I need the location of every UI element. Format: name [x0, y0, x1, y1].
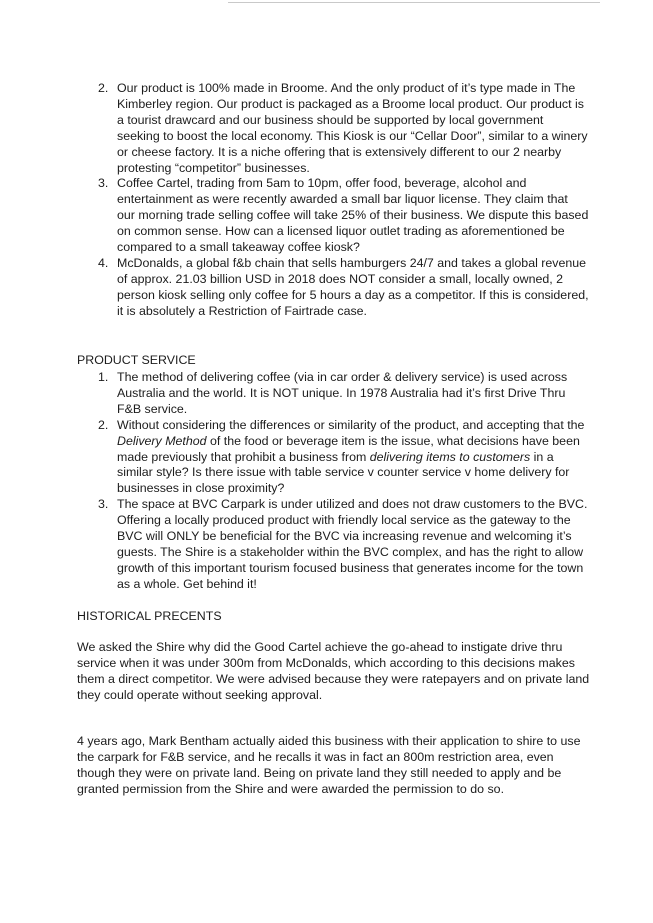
historical-paragraph-2: 4 years ago, Mark Bentham actually aided this business with their application to shire to use the carpark for F&B service, and he recalls it was in fact an 800m restriction area, even though they were on private land. Being on private land they still needed to apply and be granted permission from the Shire and were awarded the permission to do so. — [77, 734, 581, 796]
list-text: McDonalds, a global f&b chain that sells hamburgers 24/7 and takes a global revenue of approx. 21.03 billion USD in 2018 does NOT consider a small, locally owned, 2 person kiosk selling only coffee for 5 hours a day as a competitor. If this is considered, it is absolutely a Restriction of Fairtrade case. — [117, 255, 589, 318]
list-text: Our product is 100% made in Broome. And the only product of it’s type made in The Kimberley region. Our product is packaged as a Broome local product. Our product is a tourist drawcard and our business should be supported by local government seeking to boost the local economy. This Kiosk is our “Cellar Door”, similar to a winery or cheese factory. It is a niche offering that is extensively different to our 2 nearby protesting “competitor” businesses. — [117, 81, 588, 175]
list-item — [0, 176, 653, 256]
objection-points-list — [0, 81, 653, 320]
list-text: Coffee Cartel, trading from 5am to 10pm, offer food, beverage, alcohol and entertainment as were recently awarded a small bar liquor license. They claim that our morning trade selling coffee will take 25% of their business. We dispute this based on common sense. How can a licensed liquor outlet trading as aforementioned be compared to a small takeaway coffee kiosk? — [117, 176, 589, 255]
section-heading-historical: HISTORICAL PRECENTS — [77, 609, 222, 623]
list-number: 3. — [98, 176, 109, 191]
list-item — [0, 418, 653, 498]
italic-phrase: Delivery Method — [117, 433, 207, 448]
list-number: 2. — [98, 417, 109, 432]
list-number: 3. — [98, 497, 109, 512]
list-text-part: of the food or beverage item is the issue, what decisions have been made previously that prohibit a business from — [117, 433, 580, 464]
list-text: The method of delivering coffee (via in car order & delivery service) is used across Australia and the world. It is NOT unique. In 1978 Australia had it’s first Drive Thru F&B service. — [117, 370, 568, 416]
historical-paragraph-1: We asked the Shire why did the Good Cartel achieve the go-ahead to instigate drive thru service when it was under 300m from McDonalds, which according to this decisions makes them a direct competitor. We were advised because they were ratepayers and on private land they could operate without seeking approval. — [77, 640, 590, 702]
italic-phrase: delivering items to customers — [369, 449, 531, 464]
section-heading-product-service: PRODUCT SERVICE — [77, 353, 196, 367]
list-text-part: Without considering the differences or similarity of the product, and accepting that the — [117, 417, 585, 432]
list-item — [0, 370, 653, 418]
list-number: 4. — [98, 255, 109, 270]
list-item — [0, 81, 653, 176]
list-item — [0, 497, 653, 592]
list-text-part: in a similar style? Is there issue with table service v counter service v home delivery for businesses in close proximity? — [117, 449, 570, 496]
list-item — [0, 256, 653, 320]
list-number: 2. — [98, 81, 109, 95]
product-service-list — [0, 370, 653, 593]
list-text: The space at BVC Carpark is under utilized and does not draw customers to the BVC. Offering a locally produced product with friendly local service as the gateway to the BVC will ONLY be beneficial for the BVC via increasing revenue and welcoming it’s guests. The Shire is a stakeholder within the BVC complex, and has the right to allow growth of this important tourism focused business that generates income for the town as a whole. Get behind it! — [117, 497, 588, 591]
page-top-rule — [228, 2, 600, 3]
list-number: 1. — [98, 370, 109, 384]
